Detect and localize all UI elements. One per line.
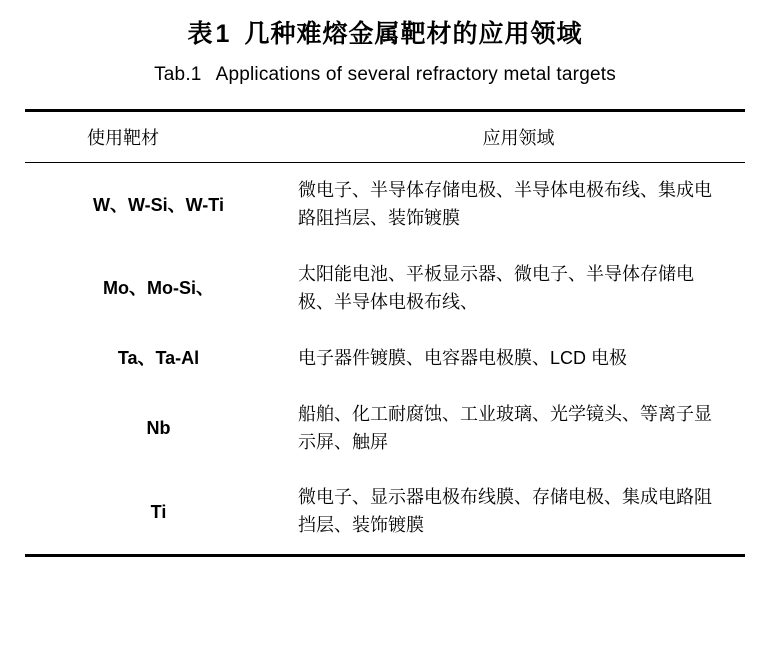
cell-application: 太阳能电池、平板显示器、微电子、半导体存储电极、半导体电极布线、 [298, 263, 694, 312]
title-label-cn: 表 [187, 20, 214, 48]
cell-application: 船舶、化工耐腐蚀、工业玻璃、光学镜头、等离子显示屏、触屏 [298, 403, 712, 452]
table-title-chinese [0, 18, 770, 51]
cell-material: Nb [146, 418, 171, 439]
title-text-cn: 几种难熔金属靶材的应用领域 [244, 20, 583, 48]
table-row [25, 387, 745, 471]
table-row [25, 163, 745, 247]
document-page [0, 18, 770, 665]
cell-material: Ti [25, 470, 292, 555]
targets-application-table [25, 109, 745, 557]
column-header-application: 应用领域 [292, 111, 745, 163]
cell-application: 电子器件镀膜、电容器电极膜、LCD 电极 [298, 347, 628, 368]
table-row [25, 470, 745, 555]
cell-application: 微电子、半导体存储电极、半导体电极布线、集成电路阻挡层、装饰镀膜 [298, 180, 712, 229]
page-bottom-spacer [0, 557, 770, 567]
table-header-row [25, 111, 745, 163]
title-number-cn: 1 [215, 20, 231, 48]
column-header-material: 使用靶材 [25, 111, 292, 163]
title-text-en: Applications of several refractory metal targets [215, 63, 616, 85]
table-title-english [0, 63, 770, 88]
cell-application: 微电子、显示器电极布线膜、存储电极、集成电路阻挡层、装饰镀膜 [292, 470, 745, 555]
cell-material: Ta、Ta-Al [117, 348, 200, 369]
table-row [25, 331, 745, 387]
cell-material: W、W-Si、W-Ti [93, 194, 224, 215]
cell-material: Mo、Mo-Si、 [103, 278, 214, 299]
table-row [25, 247, 745, 331]
title-label-en: Tab.1 [154, 63, 202, 85]
